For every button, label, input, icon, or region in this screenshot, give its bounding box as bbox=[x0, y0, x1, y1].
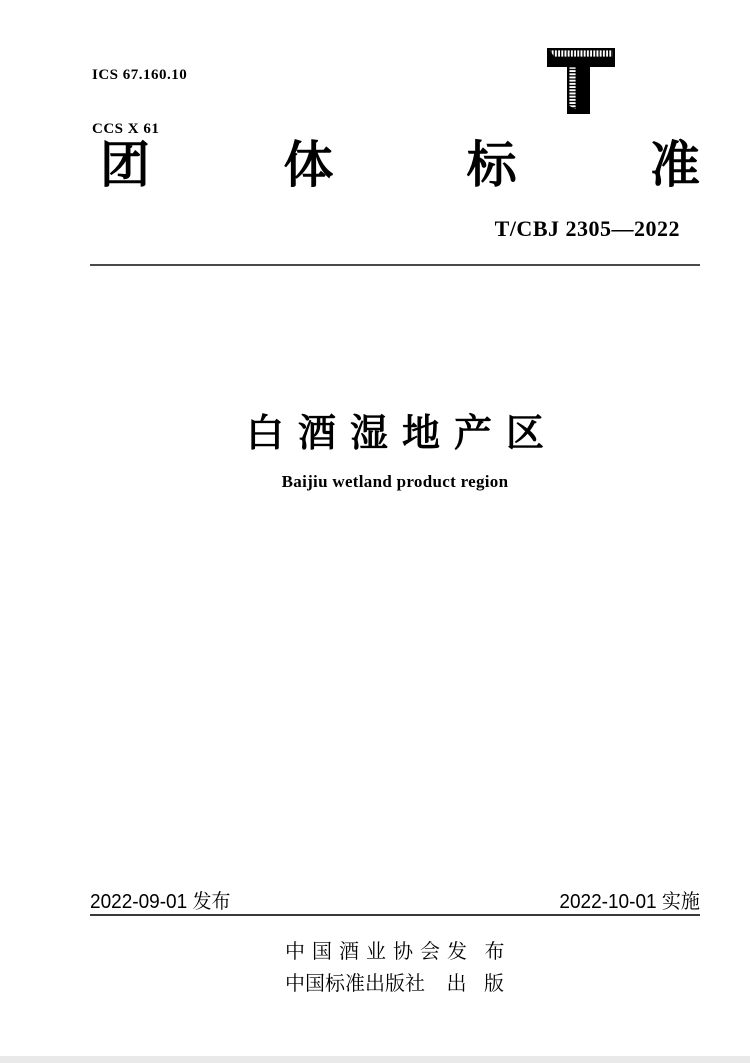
footer-rule bbox=[90, 914, 700, 916]
publisher-role: 出 版 bbox=[446, 973, 510, 995]
dates-row bbox=[90, 885, 700, 914]
document-title-cn: 白酒湿地产区 bbox=[245, 413, 558, 455]
publisher-role: 发 布 bbox=[447, 941, 511, 963]
publisher-block bbox=[285, 936, 511, 1000]
scan-edge bbox=[0, 1056, 750, 1063]
group-standard-t-logo-icon bbox=[544, 40, 618, 116]
publisher-row bbox=[285, 936, 511, 968]
standard-number: T/CBJ 2305—2022 bbox=[494, 216, 680, 241]
t-logo-svg bbox=[544, 40, 618, 116]
doc-type-char: 体 bbox=[283, 137, 334, 193]
publisher-org: 中国酒业协会 bbox=[285, 941, 447, 963]
header-rule bbox=[90, 264, 700, 266]
publisher-org: 中国标准出版社 bbox=[285, 973, 425, 995]
doc-type-char: 准 bbox=[649, 137, 700, 193]
publisher-row bbox=[285, 968, 510, 1000]
ccs-code: CCS X 61 bbox=[92, 121, 160, 137]
doc-type-char: 团 bbox=[100, 137, 150, 193]
document-title-en: Baijiu wetland product region bbox=[281, 472, 509, 491]
issue-date: 2022-09-01 发布 bbox=[90, 891, 231, 913]
doc-type-char: 标 bbox=[466, 137, 517, 193]
ics-code: ICS 67.160.10 bbox=[92, 67, 188, 83]
implement-date: 2022-10-01 实施 bbox=[559, 891, 700, 913]
doc-type-masthead bbox=[100, 136, 700, 194]
